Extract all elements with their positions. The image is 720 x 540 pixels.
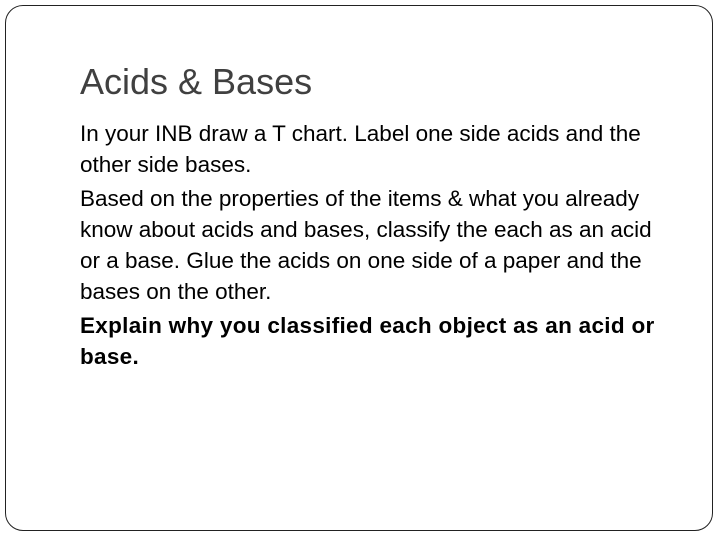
instruction-paragraph-1: In your INB draw a T chart. Label one side acids and the other side bases.: [80, 121, 641, 177]
instruction-paragraph-3: Explain why you classified each object as an acid or base.: [80, 313, 655, 369]
slide-title: Acids & Bases: [80, 61, 313, 102]
slide-body: [80, 118, 680, 372]
instruction-paragraph-2: Based on the properties of the items & what you already know about acids and bases, classify the each as an acid or a base. Glue the acids on one side of a paper and the bases on the other.: [80, 186, 652, 304]
